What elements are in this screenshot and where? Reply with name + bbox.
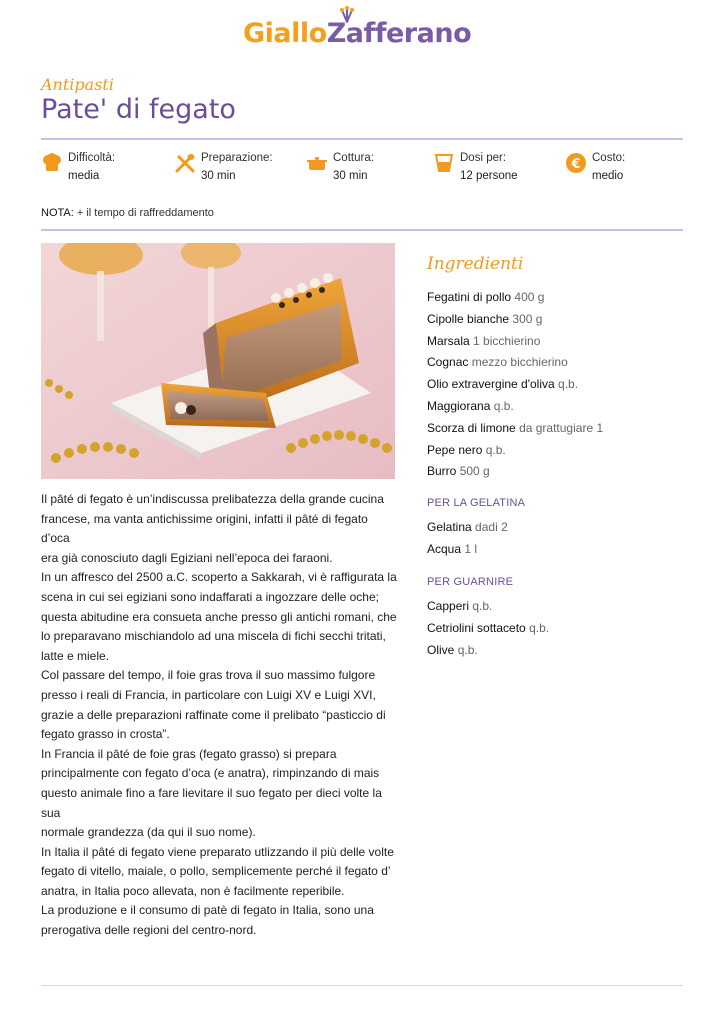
description-line: era già conosciuto dagli Egiziani nell’epoca dei faraoni.: [41, 550, 333, 565]
ingredient-quantity: q.b.: [485, 442, 506, 457]
footer-divider: [41, 985, 683, 986]
ingredient-quantity: q.b.: [493, 398, 514, 413]
ingredient-row: [427, 418, 687, 440]
recipe-description: [41, 490, 399, 941]
ingredient-name: Acqua: [427, 541, 462, 556]
ingredient-row: [427, 287, 687, 309]
ingredient-row: [427, 331, 687, 353]
ingredient-quantity: mezzo bicchierino: [471, 355, 568, 370]
ingredient-name: Cipolle bianche: [427, 311, 510, 326]
ingredient-name: Cetriolini sottaceto: [427, 620, 526, 635]
ingredient-quantity: 1 l: [464, 541, 478, 556]
description-line: La produzione e il consumo di patè di fegato in Italia, sono una: [41, 903, 374, 918]
info-label: Costo:: [592, 152, 626, 164]
ingredient-name: Marsala: [427, 333, 470, 348]
description-line: In Italia il pâté di fegato viene preparato utlizzando il più delle volte: [41, 844, 394, 859]
ingredient-name: Maggiorana: [427, 398, 491, 413]
description-line: questa abitudine era consueta anche presso gli antichi romani, che: [41, 609, 397, 624]
pot-icon: [306, 152, 328, 174]
note: [41, 207, 214, 219]
description-line: scena in cui sei egiziani sono indaffarati a ingozzare delle oche;: [41, 589, 379, 604]
description-line: lo preparavano mischiandolo ad una miscela di fichi secchi tritati,: [41, 629, 386, 644]
note-label: NOTA:: [41, 207, 74, 219]
info-label: Preparazione:: [201, 152, 273, 164]
ingredient-quantity: q.b.: [472, 599, 493, 613]
ingredient-quantity: 500 g: [459, 464, 490, 479]
svg-text:€: €: [571, 157, 581, 172]
description-line: presso i reali di Francia, in particolare con Luigi XV e Luigi XVI,: [41, 687, 376, 702]
ingredient-name: Capperi: [427, 599, 470, 613]
info-value: medio: [592, 170, 624, 182]
ingredient-row: [427, 539, 687, 561]
ingredient-row: [427, 309, 687, 331]
ingredient-row: [427, 596, 687, 618]
ingredient-quantity: q.b.: [457, 642, 478, 657]
description-line: In un affresco del 2500 a.C. scoperto a Sakkarah, vi è raffigurata la: [41, 570, 397, 585]
ingredient-quantity: 300 g: [512, 311, 543, 326]
ingredient-row: [427, 440, 687, 462]
description-line: principalmente con fegato d’oca (e anatra), rimpinzando di mais: [41, 766, 380, 781]
ingredient-name: Fegatini di pollo: [427, 290, 512, 304]
ingredient-quantity: dadi 2: [475, 520, 508, 534]
ingredient-name: Gelatina: [427, 520, 472, 534]
section-gelatina-heading: PER LA GELATINA: [427, 497, 526, 509]
ingredients-list: [427, 287, 687, 483]
ingredients-gelatina-list: [427, 517, 687, 561]
chef-hat-icon: [41, 152, 63, 174]
ingredient-quantity: 400 g: [514, 290, 545, 304]
euro-coin-icon: [565, 152, 587, 174]
ingredient-row: [427, 396, 687, 418]
description-line: anatra, in Italia poco allevata, non è facilmente reperibile.: [41, 883, 345, 898]
recipe-category: Antipasti: [41, 75, 114, 94]
ingredient-quantity: q.b.: [558, 377, 579, 392]
info-value: 12 persone: [460, 170, 518, 182]
ingredient-name: Olive: [427, 642, 455, 657]
info-label: Difficoltà:: [68, 152, 116, 164]
logo-giallo-text: Giallo: [243, 18, 327, 49]
ingredient-name: Burro: [427, 464, 457, 479]
description-line: fegato di vitello, maiale, o pollo, semplicemente perché il fegato d’: [41, 864, 391, 879]
note-text: + il tempo di raffreddamento: [76, 207, 214, 219]
description-line: Il pâté di fegato è un’indiscussa prelibatezza della grande cucina: [41, 492, 384, 506]
ingredient-quantity: 1 bicchierino: [473, 333, 541, 348]
ingredient-name: Olio extravergine d'oliva: [427, 377, 555, 392]
pate-photo-illustration: [41, 243, 395, 479]
ingredient-row: [427, 352, 687, 374]
ingredient-row: [427, 640, 687, 662]
note-divider: [41, 229, 683, 231]
ingredient-row: [427, 461, 687, 483]
section-guarnire-heading: PER GUARNIRE: [427, 576, 514, 588]
recipe-title: Pate' di fegato: [41, 94, 236, 125]
utensils-icon: [174, 152, 196, 174]
ingredient-row: [427, 618, 687, 640]
serving-glass-icon: [433, 152, 455, 174]
description-line: fegato grasso in crosta”.: [41, 727, 170, 742]
description-line: francese, ma vanta antichissime origini, infatti il pâté di fegato d’oca: [41, 511, 368, 546]
ingredient-name: Scorza di limone: [427, 420, 516, 435]
info-value: 30 min: [201, 170, 236, 182]
description-line: normale grandezza (da qui il suo nome).: [41, 825, 256, 840]
ingredient-name: Cognac: [427, 355, 469, 370]
ingredient-quantity: q.b.: [529, 620, 550, 635]
info-value: 30 min: [333, 170, 368, 182]
description-line: grazie a delle preparazioni raffinate come il prelibato “pasticcio di: [41, 707, 386, 722]
recipe-photo: [41, 243, 395, 479]
giallozafferano-logo[interactable]: [243, 14, 483, 58]
saffron-flower-icon: [336, 6, 358, 24]
ingredients-guarnire-list: [427, 596, 687, 661]
ingredient-quantity: da grattugiare 1: [519, 420, 604, 435]
ingredient-name: Pepe nero: [427, 442, 483, 457]
description-line: In Francia il pâté de foie gras (fegato grasso) si prepara: [41, 746, 337, 761]
description-line: Col passare del tempo, il foie gras trova il suo massimo fulgore: [41, 668, 376, 683]
info-label: Cottura:: [333, 152, 374, 164]
description-line: latte e miele.: [41, 648, 110, 663]
ingredient-row: [427, 374, 687, 396]
title-divider: [41, 138, 683, 140]
description-line: prerogativa delle regioni del centro-nord.: [41, 923, 257, 938]
logo-z-text: Z: [326, 18, 346, 49]
description-line: questo animale fino a fare lievitare il suo fegato per dieci volte la sua: [41, 785, 382, 820]
ingredients-title: Ingredienti: [427, 254, 524, 274]
logo-afferano-text: afferano: [345, 18, 472, 49]
info-label: Dosi per:: [460, 152, 507, 164]
info-value: media: [68, 170, 100, 182]
ingredient-row: [427, 517, 687, 539]
